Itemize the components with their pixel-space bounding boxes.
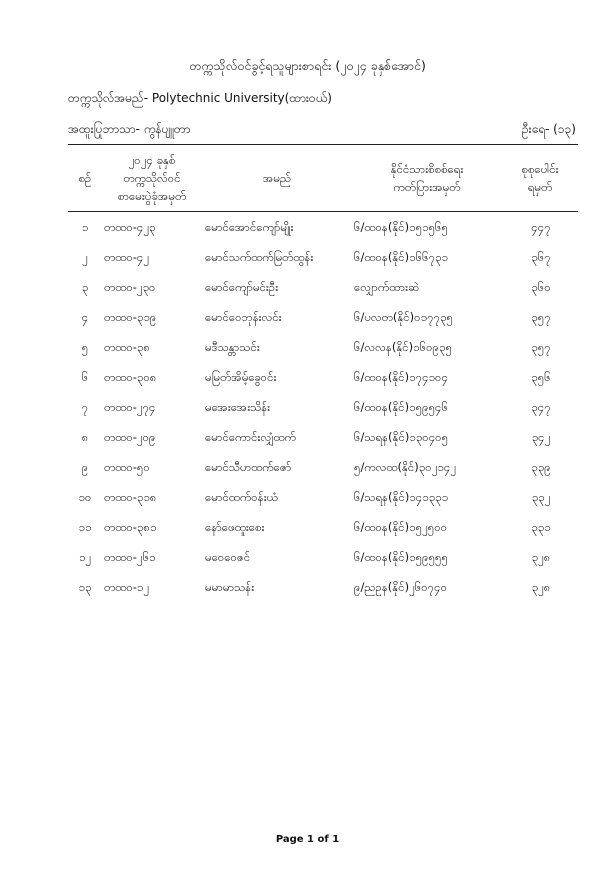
nrc-cell: ၆/ပလတ(နိုင်)၀၁၇၇၃၅: [354, 310, 453, 324]
score-cell: ၃၂၈: [531, 550, 551, 564]
exam-id-cell: တထဝ-၃၁၈: [104, 490, 157, 504]
name-cell: မောင်သီဟထက်ဇော်: [205, 460, 292, 474]
exam-id-cell: တထဝ-၂၆၁: [104, 550, 156, 564]
row-number: ၂: [82, 250, 88, 264]
table-row: [68, 575, 578, 605]
score-cell: ၃၅၇: [531, 310, 551, 324]
page-footer: Page 1 of 1: [275, 834, 340, 845]
nrc-cell: ၆/လလန(နိုင်)၁၆၀၉၃၅: [354, 340, 452, 354]
exam-id-cell: တထဝ-၂၇၄: [104, 400, 156, 414]
nrc-cell: ၉/ညဥန(နိုင်)၂၆၀၇၄၀: [354, 580, 448, 594]
university-name: တက္ကသိုလ်အမည်- Polytechnic University(ထားဝယ်): [68, 91, 332, 105]
nrc-cell: ၆/ထဝန(နိုင်)၁၅၉၅၄၆: [354, 400, 448, 414]
name-cell: မဝေဝေဇင်: [205, 550, 251, 564]
exam-id-cell: တထဝ-၂၃၀: [104, 280, 156, 294]
exam-id-cell: တထဝ-၄၂၃: [104, 220, 156, 234]
nrc-cell: လျှောက်ထားဆဲ: [354, 280, 420, 294]
score-cell: ၃၄၇: [531, 400, 551, 414]
row-number: ၁၂: [78, 550, 92, 564]
name-cell: မဒီသန္တာသင်း: [205, 340, 260, 354]
score-cell: ၃၃၉: [531, 460, 551, 474]
header-exam-id: ၂၀၂၄ ခုနှစ် တက္ကသိုလ်ဝင် စာမေးပွဲခုံအမှတ်: [117, 153, 187, 203]
table-row: [68, 485, 578, 515]
name-cell: မမြတ်အိမ့်ခွေဝင်း: [205, 370, 277, 384]
name-cell: မောင်ကျော်မင်းဦး: [205, 280, 279, 294]
nrc-cell: ၆/သရန(နိုင်)၁၃၀၄၀၅: [354, 430, 449, 444]
exam-id-cell: တထဝ-၅၀: [104, 460, 150, 474]
row-number: ၁: [81, 220, 89, 234]
score-cell: ၄၄၇: [531, 220, 551, 234]
score-cell: ၃၃၂: [531, 490, 551, 504]
table-row: [68, 365, 578, 395]
score-cell: ၃၄၂: [531, 430, 551, 444]
meta-line: [68, 121, 576, 139]
table-row: [68, 395, 578, 425]
score-cell: ၃၂၈: [531, 580, 551, 594]
header-no: စဉ်: [78, 171, 92, 185]
row-number: ၉: [81, 460, 89, 474]
name-cell: မမာမာသန်း: [205, 580, 255, 594]
table-row: [68, 275, 578, 305]
table-row: [68, 545, 578, 575]
table-body: [68, 215, 578, 605]
row-number: ၇: [81, 400, 89, 414]
row-number: ၄: [81, 310, 89, 324]
table-row: [68, 425, 578, 455]
name-cell: မောင်သက်ထက်မြတ်ထွန်း: [205, 250, 314, 264]
document-title: တက္ကသိုလ်ဝင်ခွင့်ရသူများစာရင်း (၂၀၂၄ ခုနှစ်အောင်): [189, 58, 426, 73]
score-cell: ၃၃၁: [531, 520, 551, 534]
count-label: ဦးရေ- (၁၃): [521, 122, 576, 136]
header-score: စုစုပေါင်း ရမှတ်: [521, 162, 559, 194]
exam-id-cell: တထဝ-၃၈: [104, 340, 150, 354]
score-cell: ၃၆၀: [531, 280, 551, 294]
table-row: [68, 455, 578, 485]
header-nrc: နိုင်ငံသားစိစစ်ရေး ကတ်ပြားအမှတ်: [390, 162, 464, 194]
nrc-cell: ၆/ထဝန(နိုင်)၁၇၄၁၀၄: [354, 370, 448, 384]
table-row: [68, 245, 578, 275]
nrc-cell: ၆/ထဝန(နိုင်)၁၅၂၅၀၀: [354, 520, 448, 534]
row-number: ၆: [81, 370, 89, 384]
header-name: အမည်: [262, 171, 292, 185]
nrc-cell: ၆/ထဝန(နိုင်)၁၅၉၅၅၅: [354, 550, 448, 564]
name-cell: မအေးအေးသိန်း: [205, 400, 271, 414]
table-row: [68, 215, 578, 245]
row-number: ၁၀: [78, 490, 92, 504]
score-cell: ၃၆၇: [531, 250, 551, 264]
exam-id-cell: တထဝ-၃၁၉: [104, 310, 157, 324]
row-number: ၅: [81, 340, 89, 354]
row-number: ၃: [81, 280, 89, 294]
row-number: ၈: [81, 430, 89, 444]
exam-id-cell: တထဝ-၁၂: [104, 580, 150, 594]
table-row: [68, 515, 578, 545]
nrc-cell: ၅/ကလထ(နိုင်)၃၀၂၁၄၂: [354, 460, 456, 474]
exam-id-cell: တထဝ-၄၂: [104, 250, 150, 264]
exam-id-cell: တထဝ-၃၀၈: [104, 370, 157, 384]
nrc-cell: ၆/သရန(နိုင်)၁၄၁၃၃၁: [354, 490, 449, 504]
table-row: [68, 335, 578, 365]
nrc-cell: ၆/ထဝန(နိုင်)၁၅၁၅၆၅: [354, 220, 448, 234]
row-number: ၁၃: [78, 580, 92, 594]
score-cell: ၃၅၇: [531, 340, 551, 354]
row-number: ၁၁: [78, 520, 92, 534]
name-cell: မောင်ကောင်းလျှံထက်: [205, 430, 296, 444]
exam-id-cell: တထဝ-၂၀၉: [104, 430, 156, 444]
name-cell: မောင်ထက်ဝန်းယံ: [205, 490, 278, 504]
name-cell: နော်ဖေထူးစေး: [205, 520, 265, 534]
table-header: [68, 144, 578, 212]
name-cell: မောင်ဝေဘုန်းလင်း: [205, 310, 282, 324]
table-row: [68, 305, 578, 335]
score-cell: ၃၅၆: [531, 370, 551, 384]
exam-id-cell: တထဝ-၃၈၁: [104, 520, 157, 534]
nrc-cell: ၆/ထဝန(နိုင်)၁၆၆၇၃၁: [354, 250, 448, 264]
name-cell: မောင်အောင်ကျော်မျိုး: [205, 220, 294, 234]
subject-label: အထူးပြုဘာသာ- ကွန်ပျူတာ: [68, 122, 191, 136]
